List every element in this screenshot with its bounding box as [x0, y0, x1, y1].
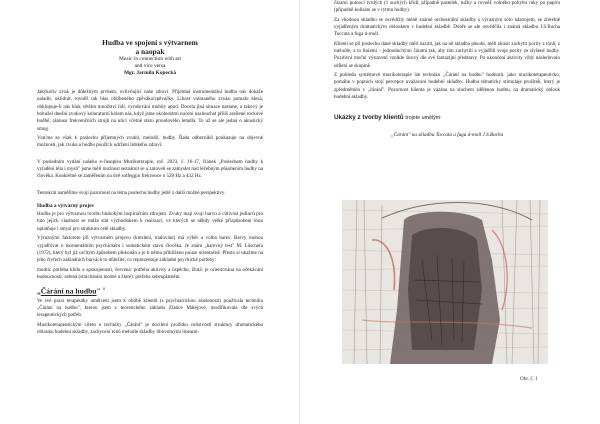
paragraph: čárami pomocí tvrdých (1 suchých křídl, případně pastelek, tužky a rovněž volného pohybu ruky po papíru (případně kolísání se v rytmu hudby). [334, 0, 560, 14]
heading-text: Čárání na hudbu [40, 286, 97, 296]
client-drawing-image [342, 200, 548, 364]
examples-heading [334, 114, 560, 122]
section-heading: Hudba a výtvarný projev [37, 203, 95, 210]
left-column [37, 38, 263, 338]
author: Mgr. Jarmila Kopecká [123, 70, 177, 76]
english-title-line2: and vice versa [134, 63, 166, 69]
drawing-svg [342, 200, 548, 364]
paragraph: Klienti se při poslechu dané skladby měli nazitit, jak na ně skladba působí, měli zkusit zachytit pocity z tónů, z melodie, a to liniemi – jednoduchými čárami tak, aby tím zachytili a vyjádřili svoje pocity ze slyšené hudby. Pozitivní moční výstavení vznikle širový dle své fantazijní představy. Po ukončení aktivity vždy následovalo sdílení se skupině. [334, 40, 560, 69]
paragraph: Ve své praxi terapeutky umělcem jsem k oblibě klientů (s psychiatrickou zkušeností) používala techniku „Čárání na hudbu", kterou jsem z teoretického základu Zlatice Mátejové, modifikovala dle svých terapeutických potřeb. [37, 297, 263, 319]
examples-heading-rest: trojete umělým: [405, 115, 442, 122]
paragraph: Za vhodnou skladbu se osvědčily méně známé orchestrální skladby s výrazným sólo nástrojem, se zřetelně vyjádřeným dramatickým obloukem v hudební skladbě. Dobře se ale osvědčila i známá skladba J.S.Bacha Toccata a fuga d-moll. [334, 16, 560, 38]
figure-caption: „Čárání" na skladbu Toccata a fugu d-moll J.S.Bacha [390, 132, 504, 139]
paragraph: Hudba je pro výtvarnou tvorbu hlubokým inspiračním zdrojem. Zvuky mají svoji barvu a citlivost jedinců pro tuto jejich vlastnost se může stát východiskem k realizaci, ve kterých se někdy velké přizpůsobení tónu uplatňuje i smysl pro strukturu celé skladby. [37, 211, 263, 232]
article-title-line2: a naopak [135, 47, 165, 56]
paragraph: V posledním vydání našeho e-časopisu Muzikoterapie, roč. 2023, č. 16-17, článek „Poslechem hudby k vyladění těla i mysli" jsme měli možnost seznámit se a zároveň se zamyslet nad léčebným působením hudby na člověka. Konkrétně se zaměřením na dvě solfeggio frekvence o 528 Hz a 432 Hz. [37, 158, 263, 180]
heading-quote-open: „ [37, 286, 41, 296]
spacer [37, 152, 263, 159]
page-fold [299, 0, 300, 424]
paragraph: modrá: potřeba klidu a spokojenosti, červená: potřeba aktivity a úspěchu, žlutá: je orientována na očekávání budoucnosti; zelená (smícháním modré a žluté): potřeba sebeuplatnění. [37, 266, 263, 280]
english-title: Music in connection with art [119, 56, 181, 62]
paragraph: Jakýkoliv zvuk je důležitým prvkem, ovlivňující naše zdraví. Příjemná instrumentální hudba nás dokáže naladit, uklidnit, rovněž tak hlas oblíbeného zpěváka/zpěvačky. Libost vnímaného zvuku pomalu klesá, obklopuje-li nás hluk větším množství lidí, vyrušování mobily apod. Docela jiná situace nastane, a takový je bohužel dnešní zvukový koloraturní kolem nás, když jsme okolnostmi nuceni naslouchat příliš zesílené rockové hudbě, rámusu frekvenčních strojů na ulicí včetně staru proudového letadla. To už se ale jedná o akustický smog. [37, 89, 263, 132]
figure-label: Obr. č. 1 [520, 376, 538, 382]
heading-quote-close: " [96, 286, 101, 296]
paragraph: Muzikoterapeutickým cílem u techniky „Čárání" je docílení prožitku celistvosti struktury dramatického oblouku hudební skladby, zachycení tónů melodie skladby libovolnými lineami- [37, 321, 263, 336]
article-title: Hudba ve spojení s výtvarnem [102, 38, 198, 47]
footnote-marker[interactable]: ii [102, 286, 105, 292]
spacer [37, 183, 263, 190]
right-column [334, 0, 560, 139]
examples-heading-bold: Ukázky z tvorby klientů [334, 114, 404, 122]
paragraph: Výraznými faktorem při výtvarném projevu (kreslení, malování) má výběr a volba barev. Barvy mohou vyjadřovat o momentálním psychickém i somatickém stavu člověka. Je znám „barevný test" M. Lüschera (1972), který byl již určitým způsobem překonán a je k němu přihlíženo pouze orientačně. Přesto si ukažme na jeho čtyřech základních barvách to důležité, co reprezentuje základní psychické potřeby: [37, 235, 263, 264]
paragraph: Tentokrát naměříme svojí pozornost na téma poslechu hudby ještě z další možné perspektivy. [37, 189, 226, 196]
paragraph: Z pohledu systémové muzikoterapie lze techniku „Čárání na hudbu" hodnotit. jako muzikoterapeuticko, pomáhe v poptách stojí percepce uvažavaní hudební skladby. Hudba tématicky stimulaje prožitek, který je zpředmětněn v „čárání". Pozornost klienta je vázána na sluchem sdělenou hudbu, na dramatický oblouk hudební skladby. [334, 72, 560, 101]
section-heading-large [37, 284, 263, 296]
article-header [37, 38, 263, 77]
paragraph: Vraťme se však k poslechu příjemných zvuků, melodií, hudby. Řada odborníků poukazuje na objevné možnosti, jak zvuka a hudbu použít k udržení lidského zdraví. [37, 135, 263, 149]
